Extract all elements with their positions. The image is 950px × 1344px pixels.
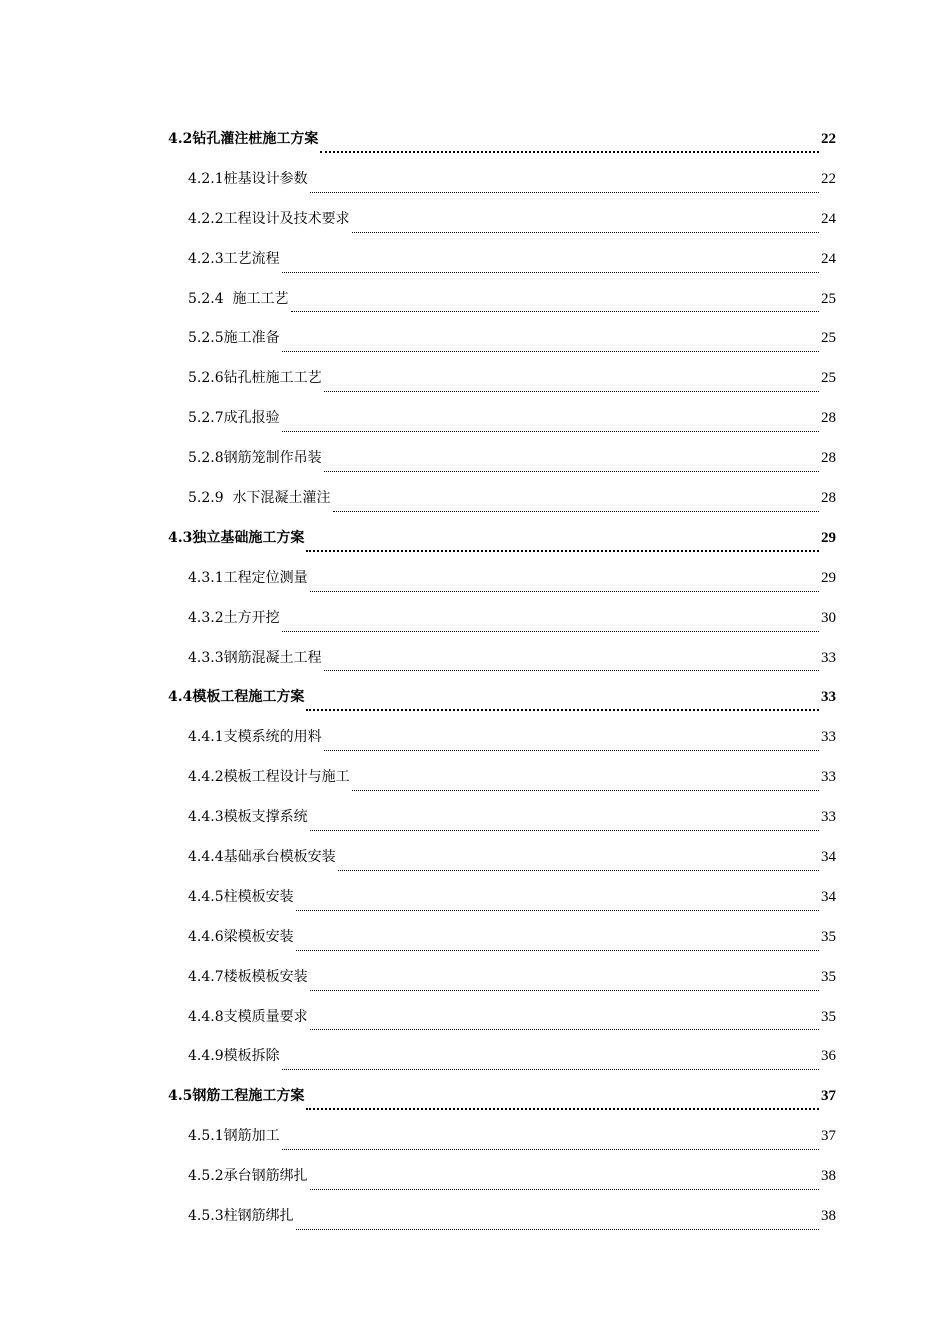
toc-entry-label: 4.4.6梁模板安装: [188, 928, 294, 945]
toc-entry-label: 4.2.1桩基设计参数: [188, 170, 308, 187]
toc-entry-page: 36: [821, 1048, 836, 1065]
toc-entry[interactable]: [168, 1005, 836, 1045]
toc-entry-page: 38: [821, 1168, 836, 1185]
toc-entry[interactable]: [168, 287, 836, 327]
toc-entry[interactable]: [168, 1084, 836, 1124]
toc-entry-page: 35: [821, 928, 836, 945]
toc-entry-page: 28: [821, 410, 836, 427]
dot-leader: [291, 311, 819, 312]
toc-entry[interactable]: [168, 167, 836, 207]
dot-leader: [282, 272, 819, 273]
toc-entry-page: 38: [821, 1208, 836, 1225]
toc-entry[interactable]: [168, 685, 836, 725]
toc-entry-page: 25: [821, 370, 836, 387]
table-of-contents: [168, 127, 836, 1244]
toc-entry[interactable]: [168, 1044, 836, 1084]
toc-entry[interactable]: [168, 646, 836, 686]
toc-entry-label: 5.2.4 施工工艺: [188, 290, 289, 307]
toc-entry-label: 4.4.4基础承台模板安装: [188, 849, 336, 866]
toc-entry-label: 4.3.2土方开挖: [188, 609, 280, 626]
toc-entry-page: 34: [821, 888, 836, 905]
dot-leader: [282, 351, 819, 352]
toc-entry-label: 4.4.3模板支撑系统: [188, 809, 308, 826]
dot-leader: [324, 391, 819, 392]
toc-entry-page: 22: [821, 131, 836, 147]
dot-leader: [324, 471, 819, 472]
dot-leader: [310, 990, 819, 991]
toc-entry-label: 4.5钢筋工程施工方案: [168, 1088, 305, 1105]
toc-entry-label: 4.4.7楼板模板安装: [188, 968, 308, 985]
toc-entry-page: 30: [821, 609, 836, 626]
toc-entry-page: 33: [821, 729, 836, 746]
dot-leader: [310, 591, 819, 592]
toc-entry-page: 35: [821, 968, 836, 985]
dot-leader: [296, 950, 819, 951]
toc-entry[interactable]: [168, 725, 836, 765]
toc-entry[interactable]: [168, 207, 836, 247]
dot-leader: [338, 870, 819, 871]
dot-leader: [282, 1149, 819, 1150]
toc-entry-label: 4.3.1工程定位测量: [188, 569, 308, 586]
toc-entry-label: 4.5.2承台钢筋绑扎: [188, 1168, 308, 1185]
toc-entry-page: 37: [821, 1088, 836, 1105]
toc-entry[interactable]: [168, 326, 836, 366]
toc-entry-page: 37: [821, 1128, 836, 1145]
toc-entry-label: 4.4.5柱模板安装: [188, 888, 294, 905]
toc-entry-page: 24: [821, 210, 836, 227]
dot-leader: [352, 232, 819, 233]
toc-entry-label: 4.4.8支模质量要求: [188, 1008, 308, 1025]
toc-entry-label: 4.3.3钢筋混凝土工程: [188, 649, 322, 666]
toc-entry[interactable]: [168, 885, 836, 925]
dot-leader: [333, 511, 819, 512]
toc-entry-label: 5.2.5施工准备: [188, 330, 280, 347]
toc-entry-page: 29: [821, 529, 836, 546]
dot-leader: [306, 1108, 819, 1110]
dot-leader: [296, 1229, 819, 1230]
toc-entry[interactable]: [168, 765, 836, 805]
toc-entry-label: 5.2.7成孔报验: [188, 410, 280, 427]
toc-entry-label: 4.2钻孔灌注桩施工方案: [168, 131, 319, 147]
toc-entry[interactable]: [168, 127, 836, 167]
toc-entry-label: 4.2.3工艺流程: [188, 250, 280, 267]
toc-entry-label: 5.2.8钢筋笼制作吊装: [188, 450, 322, 467]
toc-entry-page: 28: [821, 450, 836, 467]
toc-entry-page: 24: [821, 250, 836, 267]
toc-entry[interactable]: [168, 486, 836, 526]
dot-leader: [310, 1189, 819, 1190]
dot-leader: [352, 790, 819, 791]
toc-entry[interactable]: [168, 925, 836, 965]
toc-entry[interactable]: [168, 526, 836, 566]
toc-entry-label: 5.2.6钻孔桩施工工艺: [188, 370, 322, 387]
toc-entry-page: 25: [821, 330, 836, 347]
toc-entry[interactable]: [168, 965, 836, 1005]
toc-entry[interactable]: [168, 366, 836, 406]
toc-entry[interactable]: [168, 1124, 836, 1164]
toc-entry-label: 4.3独立基础施工方案: [168, 529, 305, 546]
toc-entry-label: 4.5.1钢筋加工: [188, 1128, 280, 1145]
toc-entry[interactable]: [168, 845, 836, 885]
toc-entry-label: 4.4模板工程施工方案: [168, 689, 305, 706]
toc-entry-page: 29: [821, 569, 836, 586]
dot-leader: [324, 750, 819, 751]
toc-entry-page: 28: [821, 490, 836, 507]
dot-leader: [310, 192, 819, 193]
dot-leader: [296, 910, 819, 911]
toc-entry-page: 35: [821, 1008, 836, 1025]
dot-leader: [310, 1029, 819, 1030]
dot-leader: [306, 709, 819, 711]
dot-leader: [310, 830, 819, 831]
dot-leader: [306, 550, 819, 552]
toc-entry[interactable]: [168, 566, 836, 606]
toc-entry[interactable]: [168, 406, 836, 446]
toc-entry[interactable]: [168, 1204, 836, 1244]
toc-entry-page: 33: [821, 809, 836, 826]
toc-entry[interactable]: [168, 446, 836, 486]
toc-entry-label: 4.4.9模板拆除: [188, 1048, 280, 1065]
dot-leader: [282, 431, 819, 432]
toc-entry-page: 33: [821, 649, 836, 666]
toc-entry-label: 4.4.2模板工程设计与施工: [188, 769, 350, 786]
toc-entry-page: 22: [821, 170, 836, 187]
toc-entry-label: 4.4.1支模系统的用料: [188, 729, 322, 746]
dot-leader: [320, 151, 819, 153]
dot-leader: [282, 631, 819, 632]
dot-leader: [324, 670, 819, 671]
toc-entry-page: 33: [821, 689, 836, 706]
toc-entry-page: 25: [821, 290, 836, 307]
toc-entry-page: 33: [821, 769, 836, 786]
toc-entry-label: 4.5.3柱钢筋绑扎: [188, 1208, 294, 1225]
toc-entry[interactable]: [168, 247, 836, 287]
dot-leader: [282, 1069, 819, 1070]
toc-entry[interactable]: [168, 805, 836, 845]
toc-entry[interactable]: [168, 1164, 836, 1204]
toc-entry[interactable]: [168, 606, 836, 646]
toc-entry-label: 5.2.9 水下混凝土灌注: [188, 490, 331, 507]
toc-entry-page: 34: [821, 849, 836, 866]
toc-entry-label: 4.2.2工程设计及技术要求: [188, 210, 350, 227]
